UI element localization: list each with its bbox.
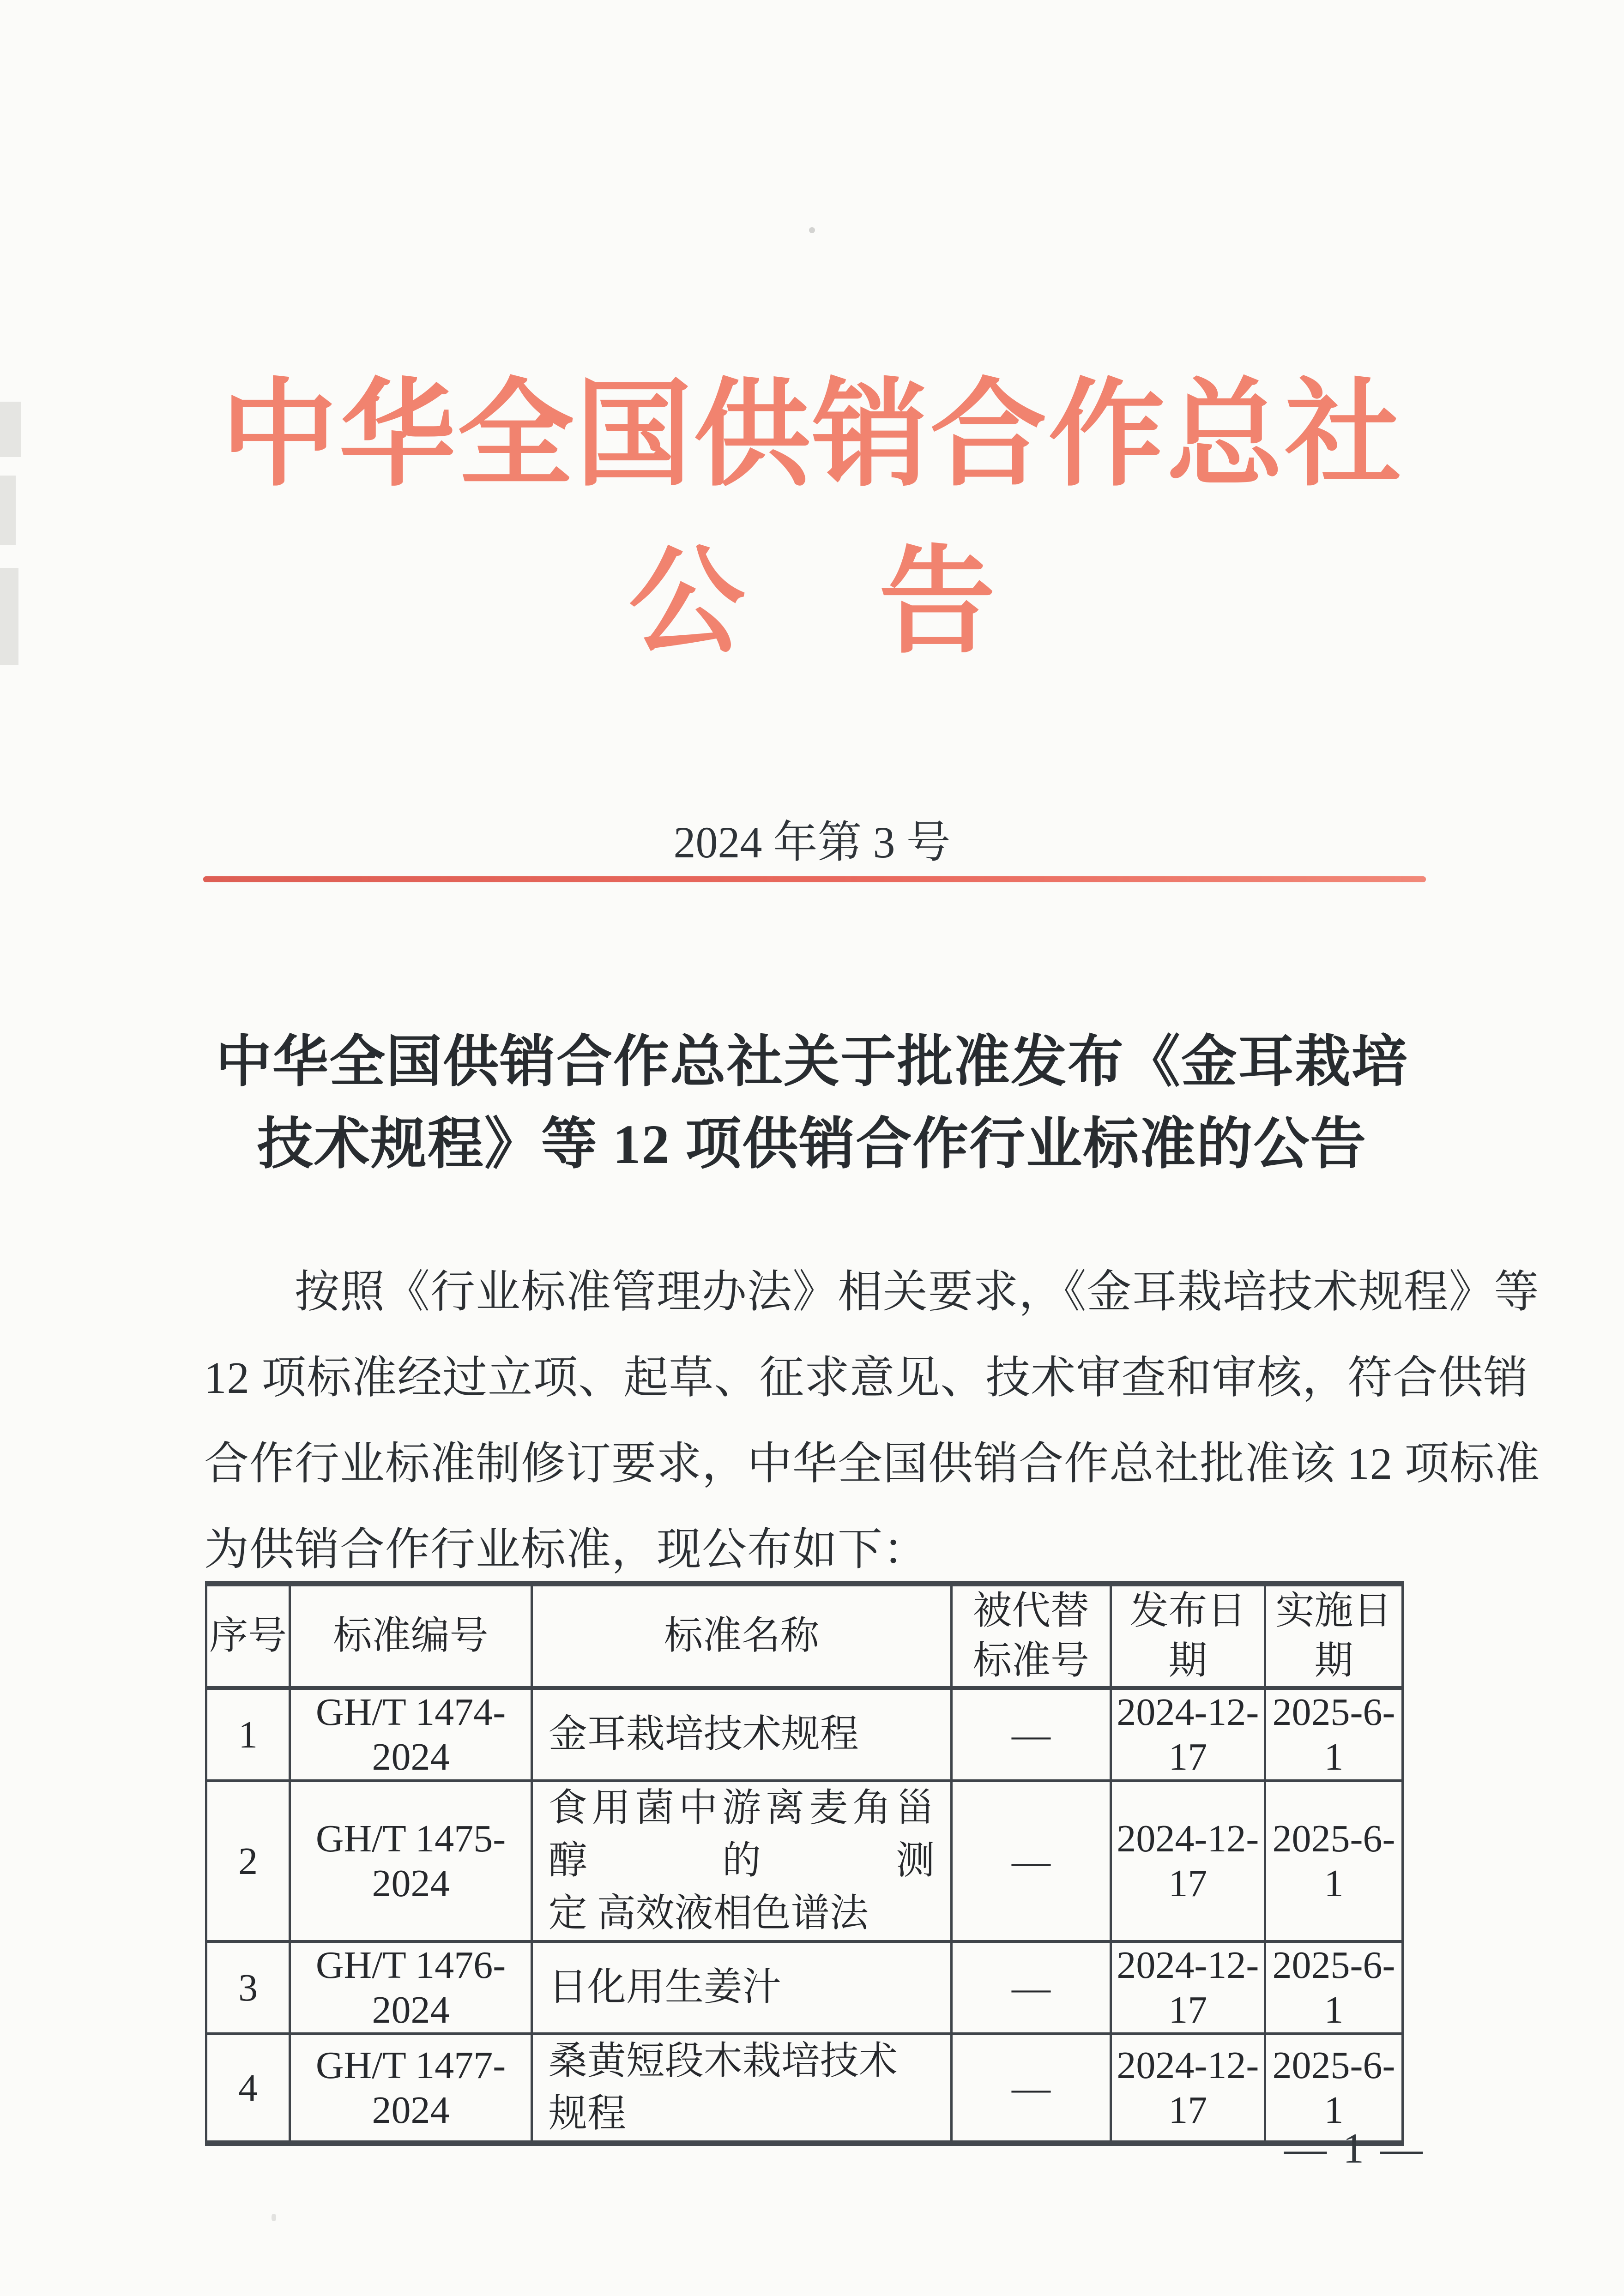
red-divider-rule [203, 876, 1426, 882]
body-paragraph [204, 1249, 1540, 1593]
masthead-line1: 中华全国供销合作总社 [221, 371, 1403, 500]
heading-line1: 中华全国供销合作总社关于批准发布《金耳栽培 [215, 1031, 1408, 1093]
header-implement-date: 实施日期 [1265, 1584, 1403, 1688]
cell-index: 3 [206, 1941, 290, 2034]
table-row [206, 1941, 1403, 2034]
header-index: 序号 [206, 1584, 290, 1688]
scan-speck [809, 227, 815, 233]
cell-index: 4 [206, 2034, 290, 2143]
cell-publish-date: 2024-12-17 [1111, 1941, 1265, 2034]
announcement-heading [0, 1021, 1624, 1186]
cell-replaced-code: — [952, 1781, 1111, 1941]
cell-index: 1 [206, 1688, 290, 1781]
cell-replaced-code: — [952, 2034, 1111, 2143]
cell-standard-name: 食用菌中游离麦角甾醇的测 定 高效液相色谱法 [531, 1781, 951, 1941]
cell-standard-code: GH/T 1475-2024 [290, 1781, 531, 1941]
paragraph-line: 12 项标准经过立项、起草、征求意见、技术审查和审核，符合供销 [204, 1353, 1529, 1403]
paragraph-line: 合作行业标准制修订要求，中华全国供销合作总社批准该 12 项标准 [204, 1439, 1540, 1488]
masthead-char-gong: 公 [628, 538, 745, 667]
table-row [206, 2034, 1403, 2143]
cell-standard-code: GH/T 1474-2024 [290, 1688, 531, 1781]
table-header-row [206, 1584, 1403, 1688]
cell-standard-name: 日化用生姜汁 [531, 1941, 951, 2034]
header-replaced-code: 被代替 标准号 [952, 1584, 1111, 1688]
cell-index: 2 [206, 1781, 290, 1941]
header-publish-date: 发布日期 [1111, 1584, 1265, 1688]
cell-implement-date: 2025-6-1 [1265, 1781, 1403, 1941]
doc-number: 2024 年第 3 号 [673, 818, 951, 867]
cell-standard-name: 金耳栽培技术规程 [531, 1688, 951, 1781]
table-row [206, 1781, 1403, 1941]
cell-standard-name: 桑黄短段木栽培技术规程 [531, 2034, 951, 2143]
cell-replaced-code: — [952, 1688, 1111, 1781]
header-standard-name: 标准名称 [531, 1584, 951, 1688]
masthead-char-gao: 告 [879, 538, 996, 667]
masthead-title [0, 352, 1624, 686]
heading-line2: 技术规程》等 12 项供销合作行业标准的公告 [257, 1114, 1367, 1175]
cell-publish-date: 2024-12-17 [1111, 2034, 1265, 2143]
paragraph-line: 按照《行业标准管理办法》相关要求，《金耳栽培技术规程》等 [295, 1267, 1539, 1317]
cell-implement-date: 2025-6-1 [1265, 1941, 1403, 2034]
header-standard-code: 标准编号 [290, 1584, 531, 1688]
standards-table [205, 1581, 1404, 2146]
cell-standard-code: GH/T 1477-2024 [290, 2034, 531, 2143]
cell-publish-date: 2024-12-17 [1111, 1688, 1265, 1781]
paragraph-line: 为供销合作行业标准，现公布如下： [204, 1525, 928, 1574]
masthead-line2 [0, 519, 1624, 686]
scan-speck [272, 2214, 276, 2221]
cell-standard-code: GH/T 1476-2024 [290, 1941, 531, 2034]
cell-implement-date: 2025-6-1 [1265, 2034, 1403, 2143]
table-row [206, 1688, 1403, 1781]
cell-publish-date: 2024-12-17 [1111, 1781, 1265, 1941]
cell-implement-date: 2025-6-1 [1265, 1688, 1403, 1781]
page-number: — 1 — [1284, 2125, 1425, 2172]
cell-replaced-code: — [952, 1941, 1111, 2034]
